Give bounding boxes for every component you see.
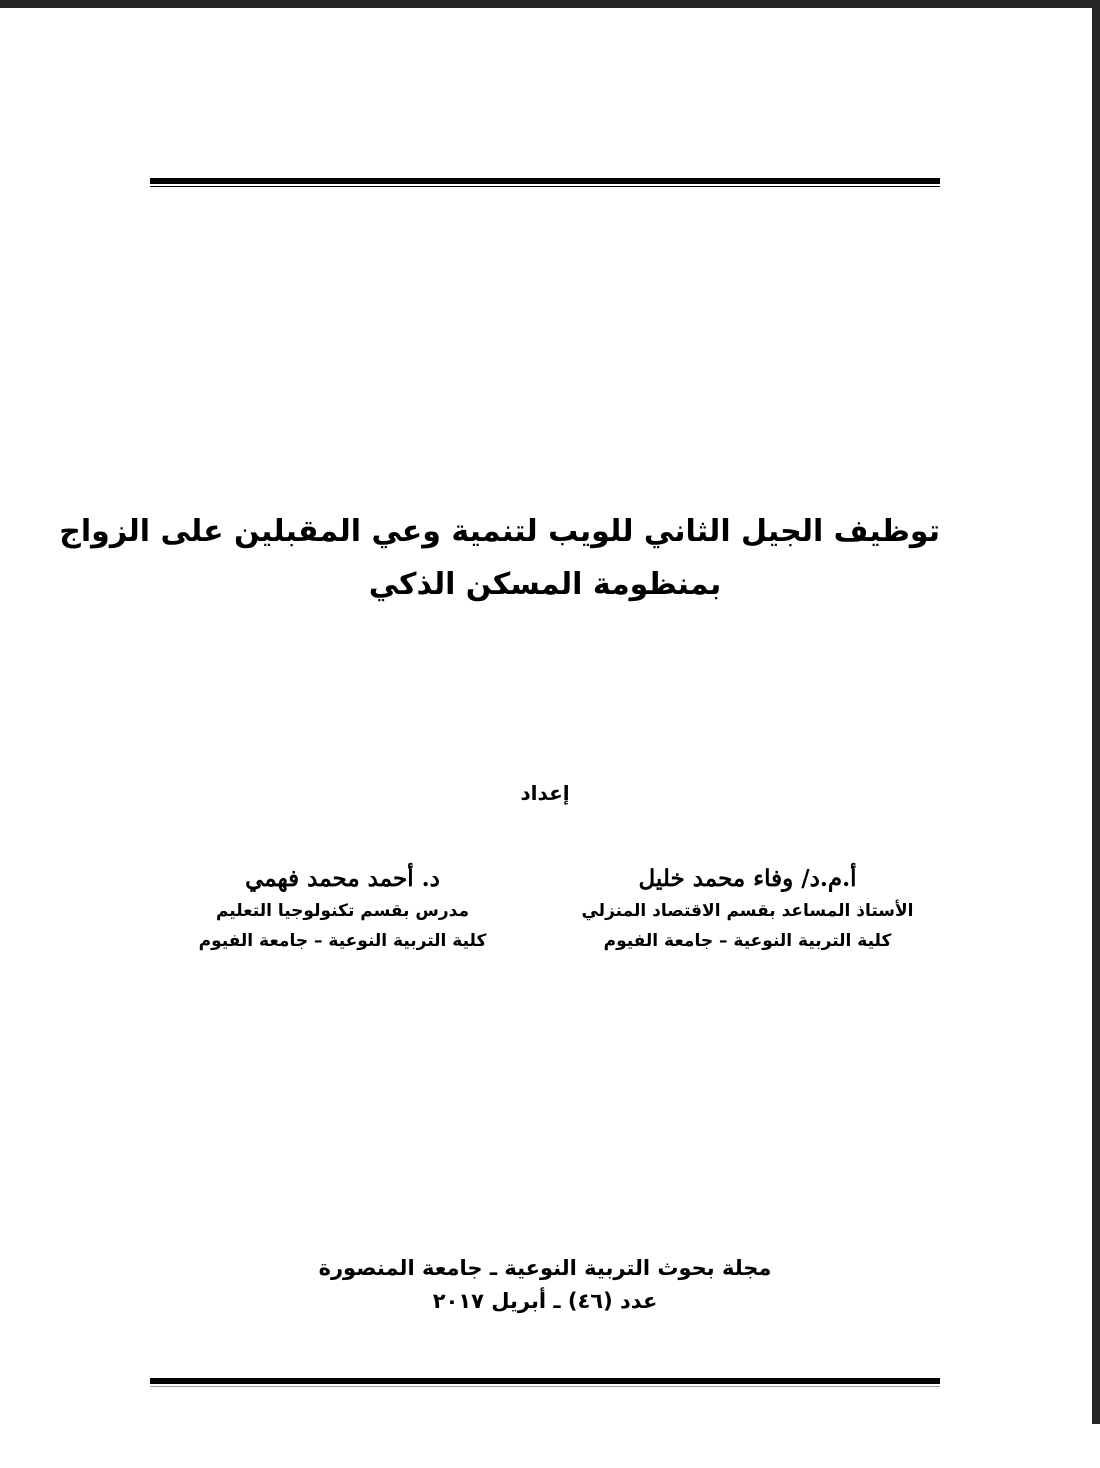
bottom-rule-thin-line: [150, 1386, 940, 1387]
prepared-by-label: إعداد: [520, 781, 570, 805]
author-block-primary: [555, 862, 940, 956]
journal-issue: عدد (٤٦) ـ أبريل ٢٠١٧: [432, 1289, 658, 1313]
author-role: مدرس بقسم تكنولوجيا التعليم: [215, 901, 470, 921]
document-sheet: [59, 0, 940, 1468]
top-double-rule: [150, 178, 940, 187]
author-block-secondary: [150, 862, 535, 956]
author-name: أ.م.د/ وفاء محمد خليل: [638, 865, 857, 892]
author-affiliation: كلية التربية النوعية – جامعة الفيوم: [603, 931, 892, 951]
author-role: الأستاذ المساعد بقسم الاقتصاد المنزلي: [581, 901, 914, 921]
title-line-1: توظيف الجيل الثاني للويب لتنمية وعي المقبلين على الزواج: [59, 514, 940, 549]
page-title: [59, 505, 940, 611]
authors-row: [150, 862, 940, 956]
bottom-rule: [150, 1378, 940, 1387]
author-name: د. أحمد محمد فهمي: [245, 865, 440, 892]
title-line-2: بمنظومة المسكن الذكي: [368, 567, 722, 602]
top-rule-thin-line: [150, 186, 940, 187]
viewer-chrome-right-band: [1092, 0, 1100, 1424]
author-affiliation: كلية التربية النوعية – جامعة الفيوم: [198, 931, 487, 951]
journal-imprint: [150, 1252, 940, 1318]
journal-name: مجلة بحوث التربية النوعية ـ جامعة المنصورة: [318, 1256, 772, 1280]
